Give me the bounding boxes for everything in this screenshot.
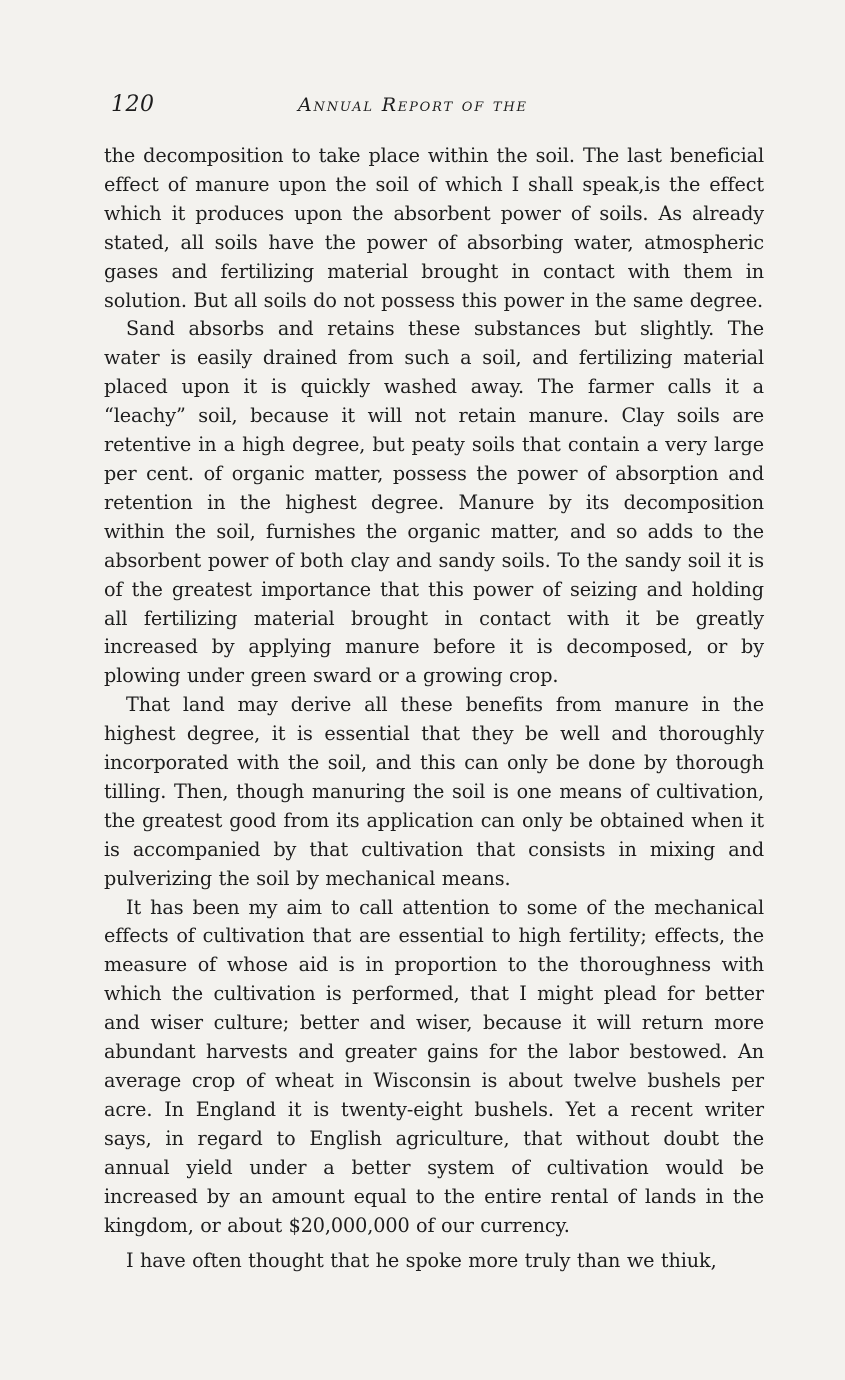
page-number: 120 (111, 92, 155, 117)
paragraph-continued: the decomposition to take place within the soil. The last beneficial effect of manure upon the soil of which I shall speak,is the effect which it produces upon the absorbent power of soils. As already stated, all soils have the power of absorbing water, atmospheric gases and fertilizing material brought in contact with them in solution. But all soils do not possess this power in the same degree. (104, 144, 764, 312)
running-head: Annual Report of the (298, 94, 528, 116)
page-header (108, 92, 763, 124)
paragraph-sand-absorbs: Sand absorbs and retains these substances but slightly. The water is easily drained from such a soil, and fertilizing material placed upon it is quickly washed away. The farmer calls it a “leachy” soil, because it will not retain manure. Clay soils are retentive in a high degree, but peaty soils that contain a very large per cent. of organic matter, possess the power of absorption and retention in the highest degree. Manure by its decomposition within the soil, furnishes the organic matter, and so adds to the absorbent power of both clay and sandy soils. To the sandy soil it is of the greatest importance that this power of seizing and holding all fertilizing material brought in contact with it be greatly increased by applying manure before it is decomposed, or by plowing under green sward or a growing crop. (104, 317, 764, 688)
body-text (104, 142, 764, 1276)
paragraph-mechanical-effects: It has been my aim to call attention to some of the mechanical effects of cultivation that are essential to high fertility; effects, the measure of whose aid is in proportion to the thoroughness with which the cultivation is performed, that I might plead for better and wiser culture; better and wiser, because it will return more abundant harvests and greater gains for the labor bestowed. An average crop of wheat in Wisconsin is about twelve bushels per acre. In England it is twenty-eight bushels. Yet a recent writer says, in regard to English agriculture, that without doubt the annual yield under a better system of cultivation would be increased by an amount equal to the entire rental of lands in the kingdom, or about $20,000,000 of our currency. (104, 895, 764, 1237)
paragraph-closing: I have often thought that he spoke more truly than we thiuk, (126, 1249, 717, 1273)
paragraph-land-benefits: That land may derive all these benefits from manure in the highest degree, it is essential that they be well and thoroughly incorporated with the soil, and this can only be done by thorough tilling. Then, though manuring the soil is one means of cultivation, the greatest good from its application can only be obtained when it is accompanied by that cultivation that consists in mixing and pulverizing the soil by mechanical means. (104, 693, 764, 890)
